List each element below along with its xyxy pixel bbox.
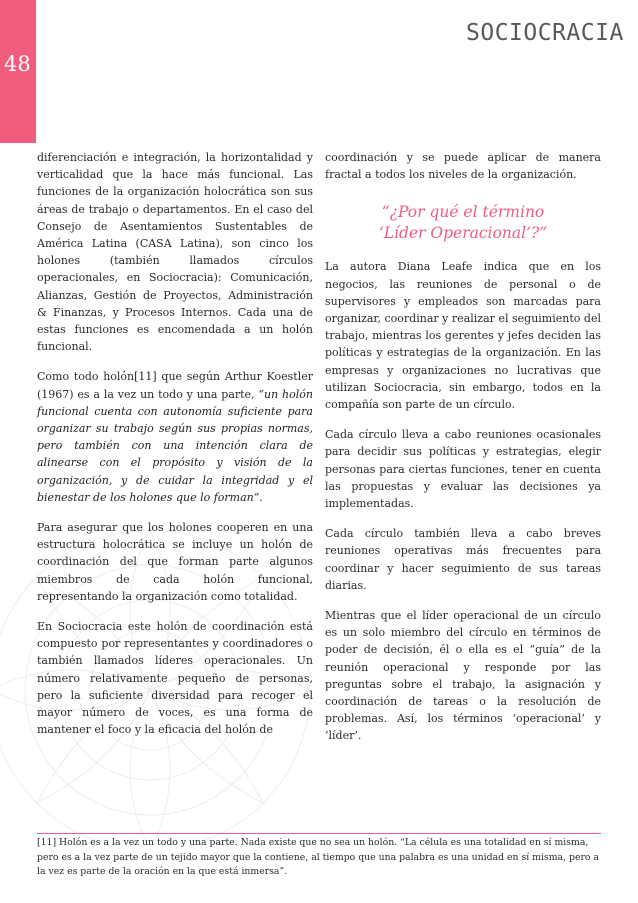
paragraph-text: Como todo holón[11] que según Arthur Koestler (1967) es a la vez un todo y una parte,: [37, 370, 313, 401]
paragraph: Cada círculo también lleva a cabo breves reuniones operativas más frecuentes para coordinar y hacer seguimiento de sus tareas diarias.: [325, 527, 601, 592]
page-number-tab: [0, 0, 36, 143]
heading-line: “¿Por qué el término: [381, 203, 545, 222]
page-number: 48: [4, 52, 31, 76]
paragraph: En Sociocracia este holón de coordinación está compuesto por representantes y coordinadores o también llamados líderes operacionales. Un número relativamente pequeño de personas, pero la suficiente diversidad para recoger el mayor número de voces, es una forma de mantener el foco y la eficacia del holón de: [37, 620, 313, 737]
paragraph-koestler: [37, 368, 313, 506]
heading-line: ‘Líder Operacional’?”: [378, 224, 548, 243]
footnote-divider: [37, 833, 601, 834]
paragraph: La autora Diana Leafe indica que en los negocios, las reuniones de personal o de supervisores y empleados son marcadas para organizar, coordinar y realizar el seguimiento del trabajo, mientras los gerentes y jefes deciden las políticas y estrategias de la organización. En las empresas y organizaciones no lucrativas que utilizan Sociocracia, sin embargo, todos en la compañía son parte de un círculo.: [325, 260, 601, 412]
quote-text: “un holón funcional cuenta con autonomía suficiente para organizar su trabajo según sus propias normas, pero también con una intención clara de alinearse con el propósito y visión de la organización, y de cuidar la integridad y el bienestar de los holones que lo forman”: [37, 387, 313, 504]
paragraph-text: .: [259, 490, 263, 504]
footnote: [11] Holón es a la vez un todo y una parte. Nada existe que no sea un holón. “La célula es una totalidad en sí misma, pero es a la vez parte de un tejido mayor que la contiene, al tiempo que una palabra es una unidad en sí misma, pero a la vez es parte de la oración en la que está inmersa”.: [37, 837, 599, 877]
section-heading: [325, 202, 601, 244]
paragraph: coordinación y se puede aplicar de manera fractal a todos los niveles de la organización.: [325, 151, 601, 182]
paragraph: diferenciación e integración, la horizontalidad y verticalidad que la hace más funcional. Las funciones de la organización holocrática son sus áreas de trabajo o departamentos. En el caso del Consejo de Asentamientos Sustentables de América Latina (CASA Latina), son cinco los holones (también llamados círculos operacionales, en Sociocracia): Comunicación, Alianzas, Gestión de Proyectos, Administración & Finanzas, y Procesos Internos. Cada una de estas funciones es encomendada a un holón funcional.: [37, 151, 313, 354]
paragraph: Cada círculo lleva a cabo reuniones ocasionales para decidir sus políticas y estrategias, elegir personas para ciertas funciones, tener en cuenta las propuestas y evaluar las decisiones ya implementadas.: [325, 428, 601, 511]
running-header: SOCIOCRACIA: [466, 20, 624, 46]
left-column: [37, 149, 313, 752]
right-column: [325, 149, 601, 758]
paragraph: Para asegurar que los holones cooperen en una estructura holocrática se incluye un holón de coordinación del que forman parte algunos miembros de cada holón funcional, representando la organización como totalidad.: [37, 521, 313, 603]
paragraph: Mientras que el líder operacional de un círculo es un solo miembro del círculo en términos de poder de decisión, él o ella es el “guía” de la reunión operacional y responde por las preguntas sobre el trabajo, la asignación y coordinación de tareas o la resolución de problemas. Así, los términos ‘operacional’ y ‘líder’.: [325, 609, 601, 743]
